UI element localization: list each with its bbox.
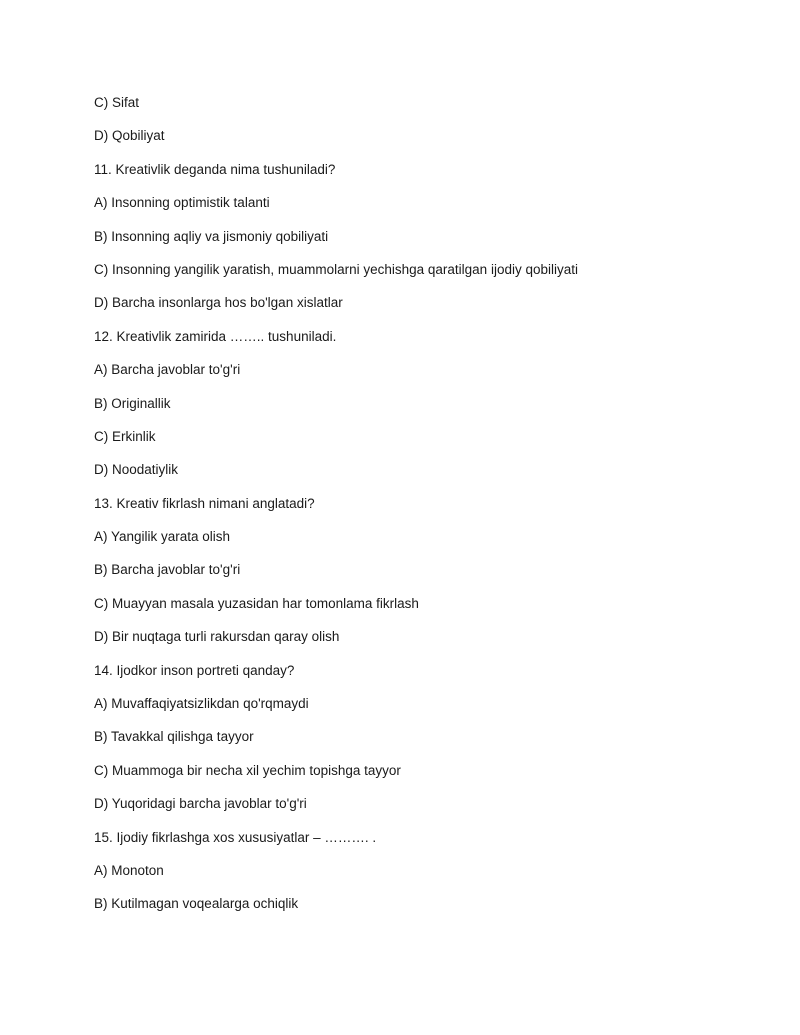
answer-option: B) Kutilmagan voqealarga ochiqlik bbox=[94, 896, 299, 912]
answer-option: D) Bir nuqtaga turli rakursdan qaray olish bbox=[94, 629, 340, 645]
answer-option: B) Tavakkal qilishga tayyor bbox=[94, 729, 254, 745]
answer-option: C) Muayyan masala yuzasidan har tomonlama fikrlash bbox=[94, 595, 419, 611]
question-text: 12. Kreativlik zamirida …….. tushuniladi. bbox=[94, 328, 337, 344]
answer-option: A) Barcha javoblar to'g'ri bbox=[94, 362, 241, 378]
answer-option: A) Insonning optimistik talanti bbox=[94, 195, 270, 211]
answer-option: D) Noodatiylik bbox=[94, 462, 179, 478]
answer-option: D) Barcha insonlarga hos bo'lgan xislatlar bbox=[94, 295, 343, 311]
answer-option: C) Insonning yangilik yaratish, muammolarni yechishga qaratilgan ijodiy qobiliyati bbox=[94, 261, 578, 277]
answer-option: D) Qobiliyat bbox=[94, 128, 165, 144]
answer-option: D) Yuqoridagi barcha javoblar to'g'ri bbox=[94, 796, 307, 812]
question-text: 15. Ijodiy fikrlashga xos xususiyatlar – ………. . bbox=[94, 829, 377, 845]
question-text: 14. Ijodkor inson portreti qanday? bbox=[94, 662, 295, 678]
answer-option: A) Monoton bbox=[94, 862, 164, 878]
answer-option: C) Muammoga bir necha xil yechim topishga tayyor bbox=[94, 762, 401, 778]
answer-option: C) Erkinlik bbox=[94, 428, 156, 444]
answer-option: B) Barcha javoblar to'g'ri bbox=[94, 562, 241, 578]
answer-option: A) Yangilik yarata olish bbox=[94, 529, 231, 545]
question-list bbox=[94, 93, 774, 928]
answer-option: B) Originallik bbox=[94, 395, 171, 411]
question-text: 11. Kreativlik deganda nima tushuniladi? bbox=[94, 161, 336, 177]
question-text: 13. Kreativ fikrlash nimani anglatadi? bbox=[94, 495, 315, 511]
answer-option: C) Sifat bbox=[94, 95, 140, 110]
answer-option: B) Insonning aqliy va jismoniy qobiliyati bbox=[94, 228, 329, 244]
answer-option: A) Muvaffaqiyatsizlikdan qo'rqmaydi bbox=[94, 696, 309, 712]
